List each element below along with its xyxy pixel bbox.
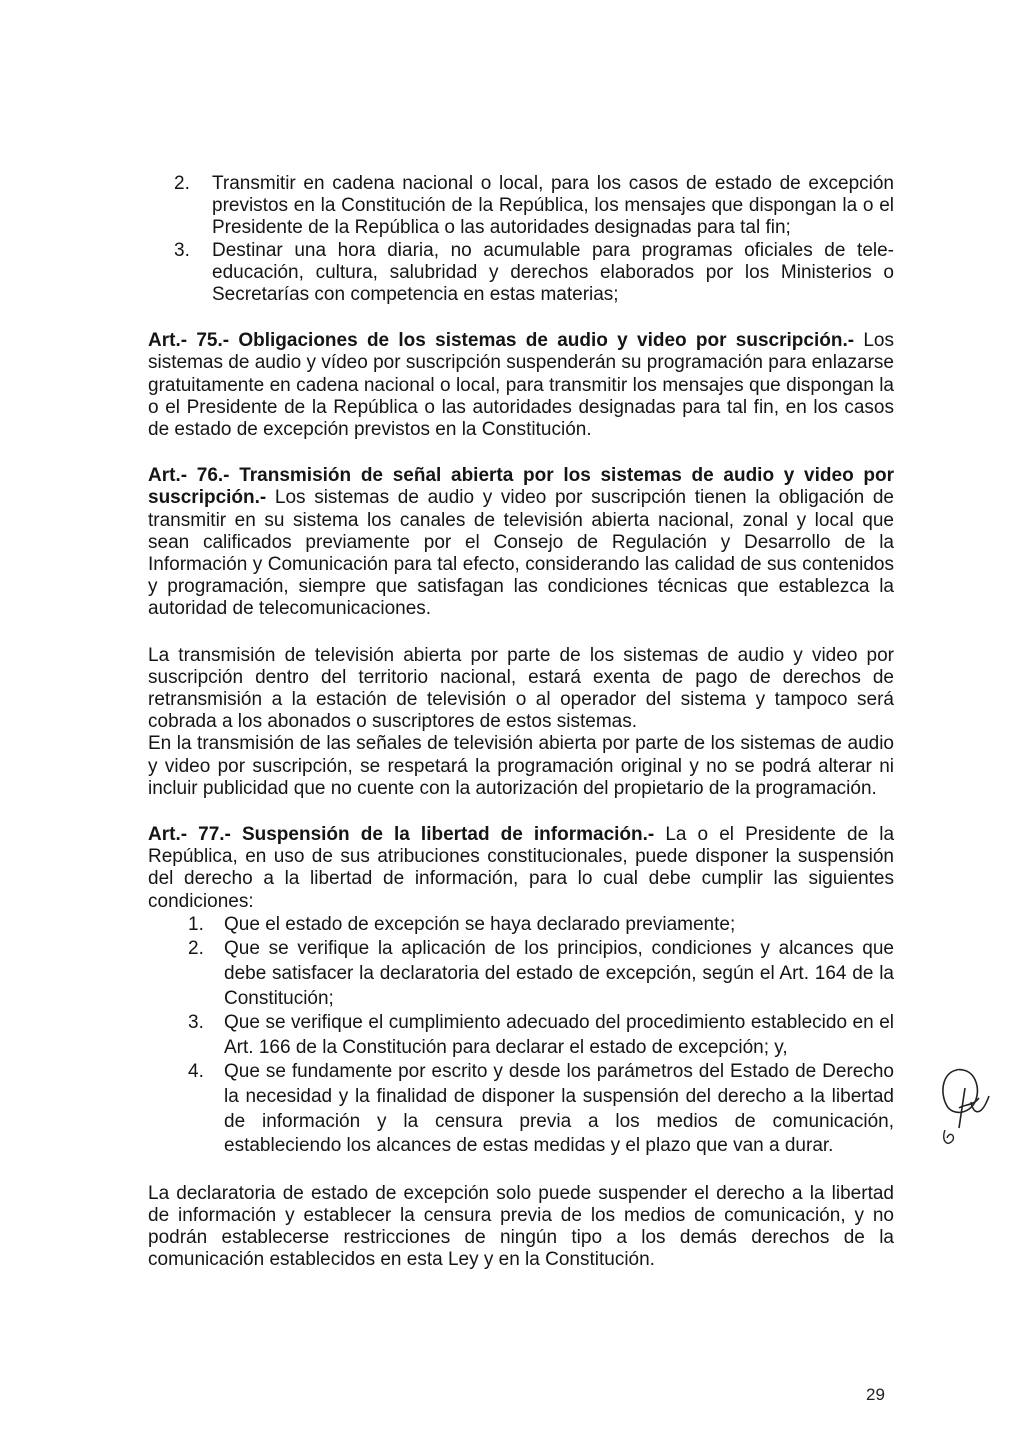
list-number: 2. bbox=[188, 938, 204, 960]
list-item bbox=[148, 240, 894, 307]
list-item bbox=[148, 173, 894, 240]
list-number: 3. bbox=[174, 239, 190, 261]
article-77-paragraph bbox=[148, 824, 894, 913]
handwritten-initials-signature bbox=[935, 1058, 995, 1153]
article-76-paragraph-3: En la transmisión de las señales de televisión abierta por parte de los sistemas de audio y video por suscripción, se respetará la programación original y no se podrá alterar ni incluir publicidad que no cuente con la autorización del propietario de la programación. bbox=[148, 733, 894, 799]
article-75-body: Los sistemas de audio y vídeo por suscripción suspenderán su programación para enlazarse gratuitamente en cadena nacional o local, para transmitir los mensajes que dispongan la o el Presidente de la República o las autoridades designadas para tal fin, en los casos de estado de excepción previstos en la Constitución. bbox=[148, 330, 894, 441]
article-76-heading: Art.- 76.- Transmisión de señal abierta por los sistemas de audio y video por suscripción.- bbox=[148, 465, 894, 509]
list-item-text: Que el estado de excepción se haya declarado previamente; bbox=[224, 913, 736, 935]
article-76-paragraph-2: La transmisión de televisión abierta por parte de los sistemas de audio y video por suscripción dentro del territorio nacional, estará exenta de pago de derechos de retransmisión a la estación de televisión o al operador del sistema y tampoco será cobrada a los abonados o suscriptores de estos sistemas. bbox=[148, 644, 894, 733]
list-number: 1. bbox=[188, 913, 204, 935]
page-content bbox=[148, 173, 894, 1272]
list-item-text: Que se verifique el cumplimiento adecuado del procedimiento establecido en el Art. 166 de la Constitución para declarar el estado de excepción; y, bbox=[224, 1012, 894, 1058]
list-number: 3. bbox=[188, 1012, 204, 1034]
list-item-text: Destinar una hora diaria, no acumulable para programas oficiales de tele-educación, cultura, salubridad y derechos elaborados por los Ministerios o Secretarías con competencia en estas materias; bbox=[212, 239, 894, 306]
list-item-text: Transmitir en cadena nacional o local, para los casos de estado de excepción previstos en la Constitución de la República, los mensajes que dispongan la o el Presidente de la República o las autoridades designadas para tal fin; bbox=[212, 173, 894, 239]
article-77 bbox=[148, 824, 894, 1272]
list-item-text: Que se fundamente por escrito y desde los parámetros del Estado de Derecho la necesidad y la finalidad de disponer la suspensión del derecho a la libertad de información y la censura previa a los medios de comunicación, estableciendo los alcances de estas medidas y el plazo que van a durar. bbox=[224, 1061, 894, 1157]
article-77-closing: La declaratoria de estado de excepción solo puede suspender el derecho a la libertad de información y establecer la censura previa de los medios de comunicación, y no podrán establecerse restricciones de ningún tipo a los demás derechos de la comunicación establecidos en esta Ley y en la Constitución. bbox=[148, 1182, 894, 1271]
article-76-paragraph bbox=[148, 465, 894, 620]
page-number: 29 bbox=[866, 1385, 885, 1404]
article-75-paragraph bbox=[148, 330, 894, 441]
article-75-heading: Art.- 75.- Obligaciones de los sistemas de audio y video por suscripción.- bbox=[148, 330, 855, 352]
article-76 bbox=[148, 465, 894, 800]
conditions-list bbox=[148, 913, 894, 1159]
list-number: 2. bbox=[174, 173, 190, 194]
list-number: 4. bbox=[188, 1061, 204, 1083]
article-77-body: La o el Presidente de la República, en uso de sus atribuciones constitucionales, puede disponer la suspensión del derecho a la libertad de información, para lo cual debe cumplir las siguientes condiciones: bbox=[148, 824, 895, 912]
continued-list bbox=[148, 173, 894, 306]
list-item bbox=[148, 937, 894, 1011]
list-item-text: Que se verifique la aplicación de los principios, condiciones y alcances que debe satisfacer la declaratoria del estado de excepción, según el Art. 164 de la Constitución; bbox=[224, 938, 894, 1009]
article-75 bbox=[148, 330, 894, 441]
article-76-body: Los sistemas de audio y video por suscripción tienen la obligación de transmitir en su sistema los canales de televisión abierta nacional, zonal y local que sean calificados previamente por el Consejo de Regulación y Desarrollo de la Información y Comunicación para tal efecto, considerando las calidad de sus contenidos y programación, siempre que satisfagan las condiciones técnicas que establezca la autoridad de telecomunicaciones. bbox=[148, 487, 894, 620]
list-item bbox=[148, 913, 894, 938]
list-item bbox=[148, 1011, 894, 1060]
list-item bbox=[148, 1060, 894, 1158]
article-77-heading: Art.- 77.- Suspensión de la libertad de información.- bbox=[148, 824, 655, 846]
